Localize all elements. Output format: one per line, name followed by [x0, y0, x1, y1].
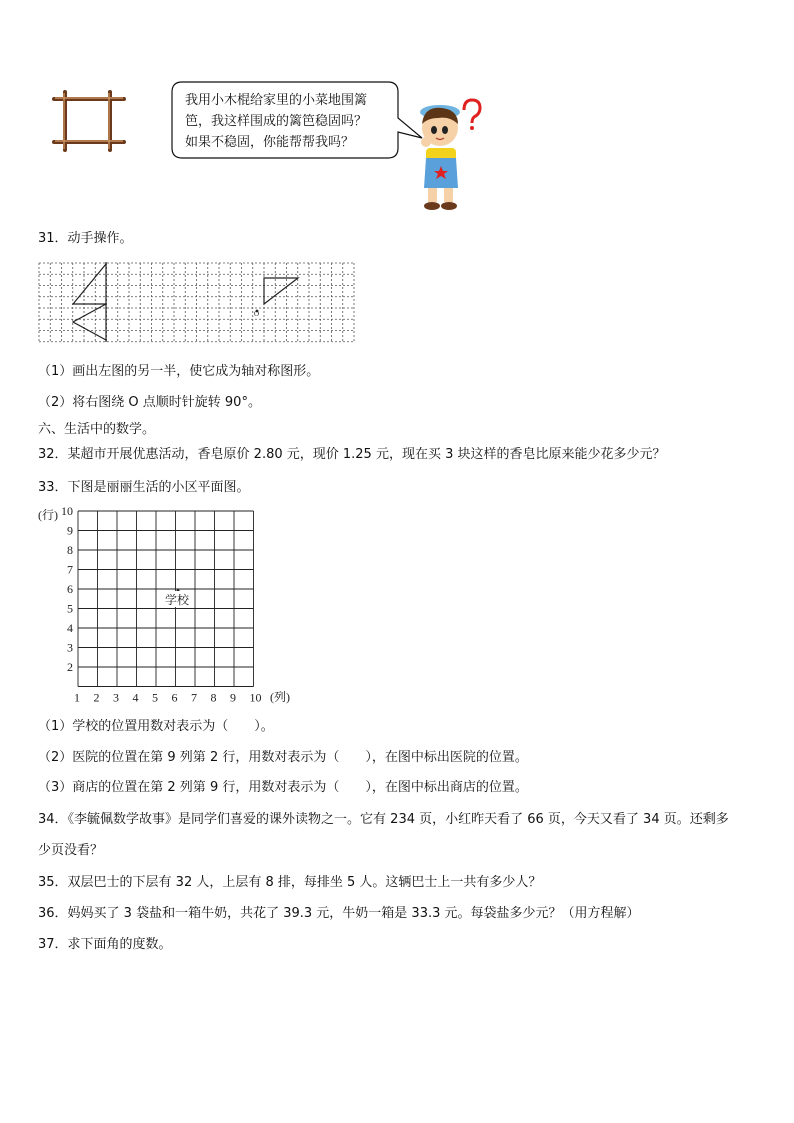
section-6-title: 六、生活中的数学。	[38, 422, 156, 437]
speech-line: 笆，我这样围成的篱笆稳固吗？	[185, 114, 368, 129]
row-tick-label: 6	[67, 582, 73, 596]
row-axis-label: (行)	[38, 508, 58, 522]
cartoon-boy-illustration	[412, 96, 492, 214]
question-34-line-1: 34．《李毓佩数学故事》是同学们喜爱的课外读物之一。它有 234 页，小红昨天看了 66 页，今天又看了 34 页。还剩多	[38, 812, 729, 827]
question-37: 37．求下面角的度数。	[38, 937, 172, 952]
question-31-title: 31．动手操作。	[38, 231, 133, 246]
row-tick-label: 10	[61, 505, 73, 518]
col-tick-label: 3	[113, 690, 119, 705]
row-tick-label: 4	[67, 621, 73, 635]
question-31-sub-2: （2）将右图绕 O 点顺时针旋转 90°。	[38, 395, 261, 410]
col-tick-label: 5	[152, 690, 158, 705]
question-33-sub-3: （3）商店的位置在第 2 列第 9 行，用数对表示为（ ），在图中标出商店的位置。	[38, 780, 528, 795]
col-tick-label: 10	[249, 690, 262, 705]
question-35: 35．双层巴士的下层有 32 人，上层有 8 排，每排坐 5 人。这辆巴士上一共有多少人？	[38, 875, 542, 890]
question-33-sub-2: （2）医院的位置在第 9 列第 2 行，用数对表示为（ ），在图中标出医院的位置。	[38, 750, 528, 765]
col-tick-label: 2	[93, 690, 100, 705]
q31-dotted-grid-figure	[38, 262, 360, 344]
triangle-right	[264, 278, 298, 304]
speech-bubble-text	[185, 90, 395, 153]
col-tick-label: 8	[210, 690, 217, 705]
stick-frame-figure	[50, 90, 130, 152]
speech-line: 如果不稳固，你能帮帮我吗？	[185, 135, 355, 150]
col-tick-label: 4	[132, 690, 139, 705]
question-33-title: 33．下图是丽丽生活的小区平面图。	[38, 480, 250, 495]
col-tick-label: 6	[171, 690, 178, 705]
speech-line: 我用小木棍给家里的小菜地围篱	[185, 93, 368, 108]
half-shape-left	[73, 264, 106, 340]
question-31-sub-1: （1）画出左图的另一半，使它成为轴对称图形。	[38, 364, 320, 379]
row-tick-label: 5	[67, 601, 73, 616]
question-36: 36．妈妈买了 3 袋盐和一箱牛奶，共花了 39.3 元，牛奶一箱是 33.3 元。每袋盐多少元？（用方程解）	[38, 906, 640, 921]
row-tick-label: 9	[67, 523, 73, 538]
col-tick-label: 7	[191, 690, 197, 705]
question-32: 32．某超市开展优惠活动，香皂原价 2.80 元，现价 1.25 元，现在买 3 块这样的香皂比原来能少花多少元？	[38, 447, 666, 462]
row-tick-label: 2	[67, 660, 73, 674]
row-tick-label: 7	[67, 562, 73, 577]
row-tick-label: 3	[67, 640, 73, 655]
col-axis-label: (列)	[270, 690, 290, 704]
col-tick-label: 9	[230, 690, 236, 705]
col-tick-label: 1	[74, 690, 80, 705]
q33-coordinate-grid	[36, 505, 302, 710]
point-o-label: O	[254, 310, 260, 318]
row-tick-label: 8	[67, 543, 73, 557]
school-label: 学校	[165, 593, 190, 607]
question-33-sub-1: （1）学校的位置用数对表示为（ ）。	[38, 719, 274, 734]
question-34-line-2: 少页没看？	[38, 843, 104, 858]
